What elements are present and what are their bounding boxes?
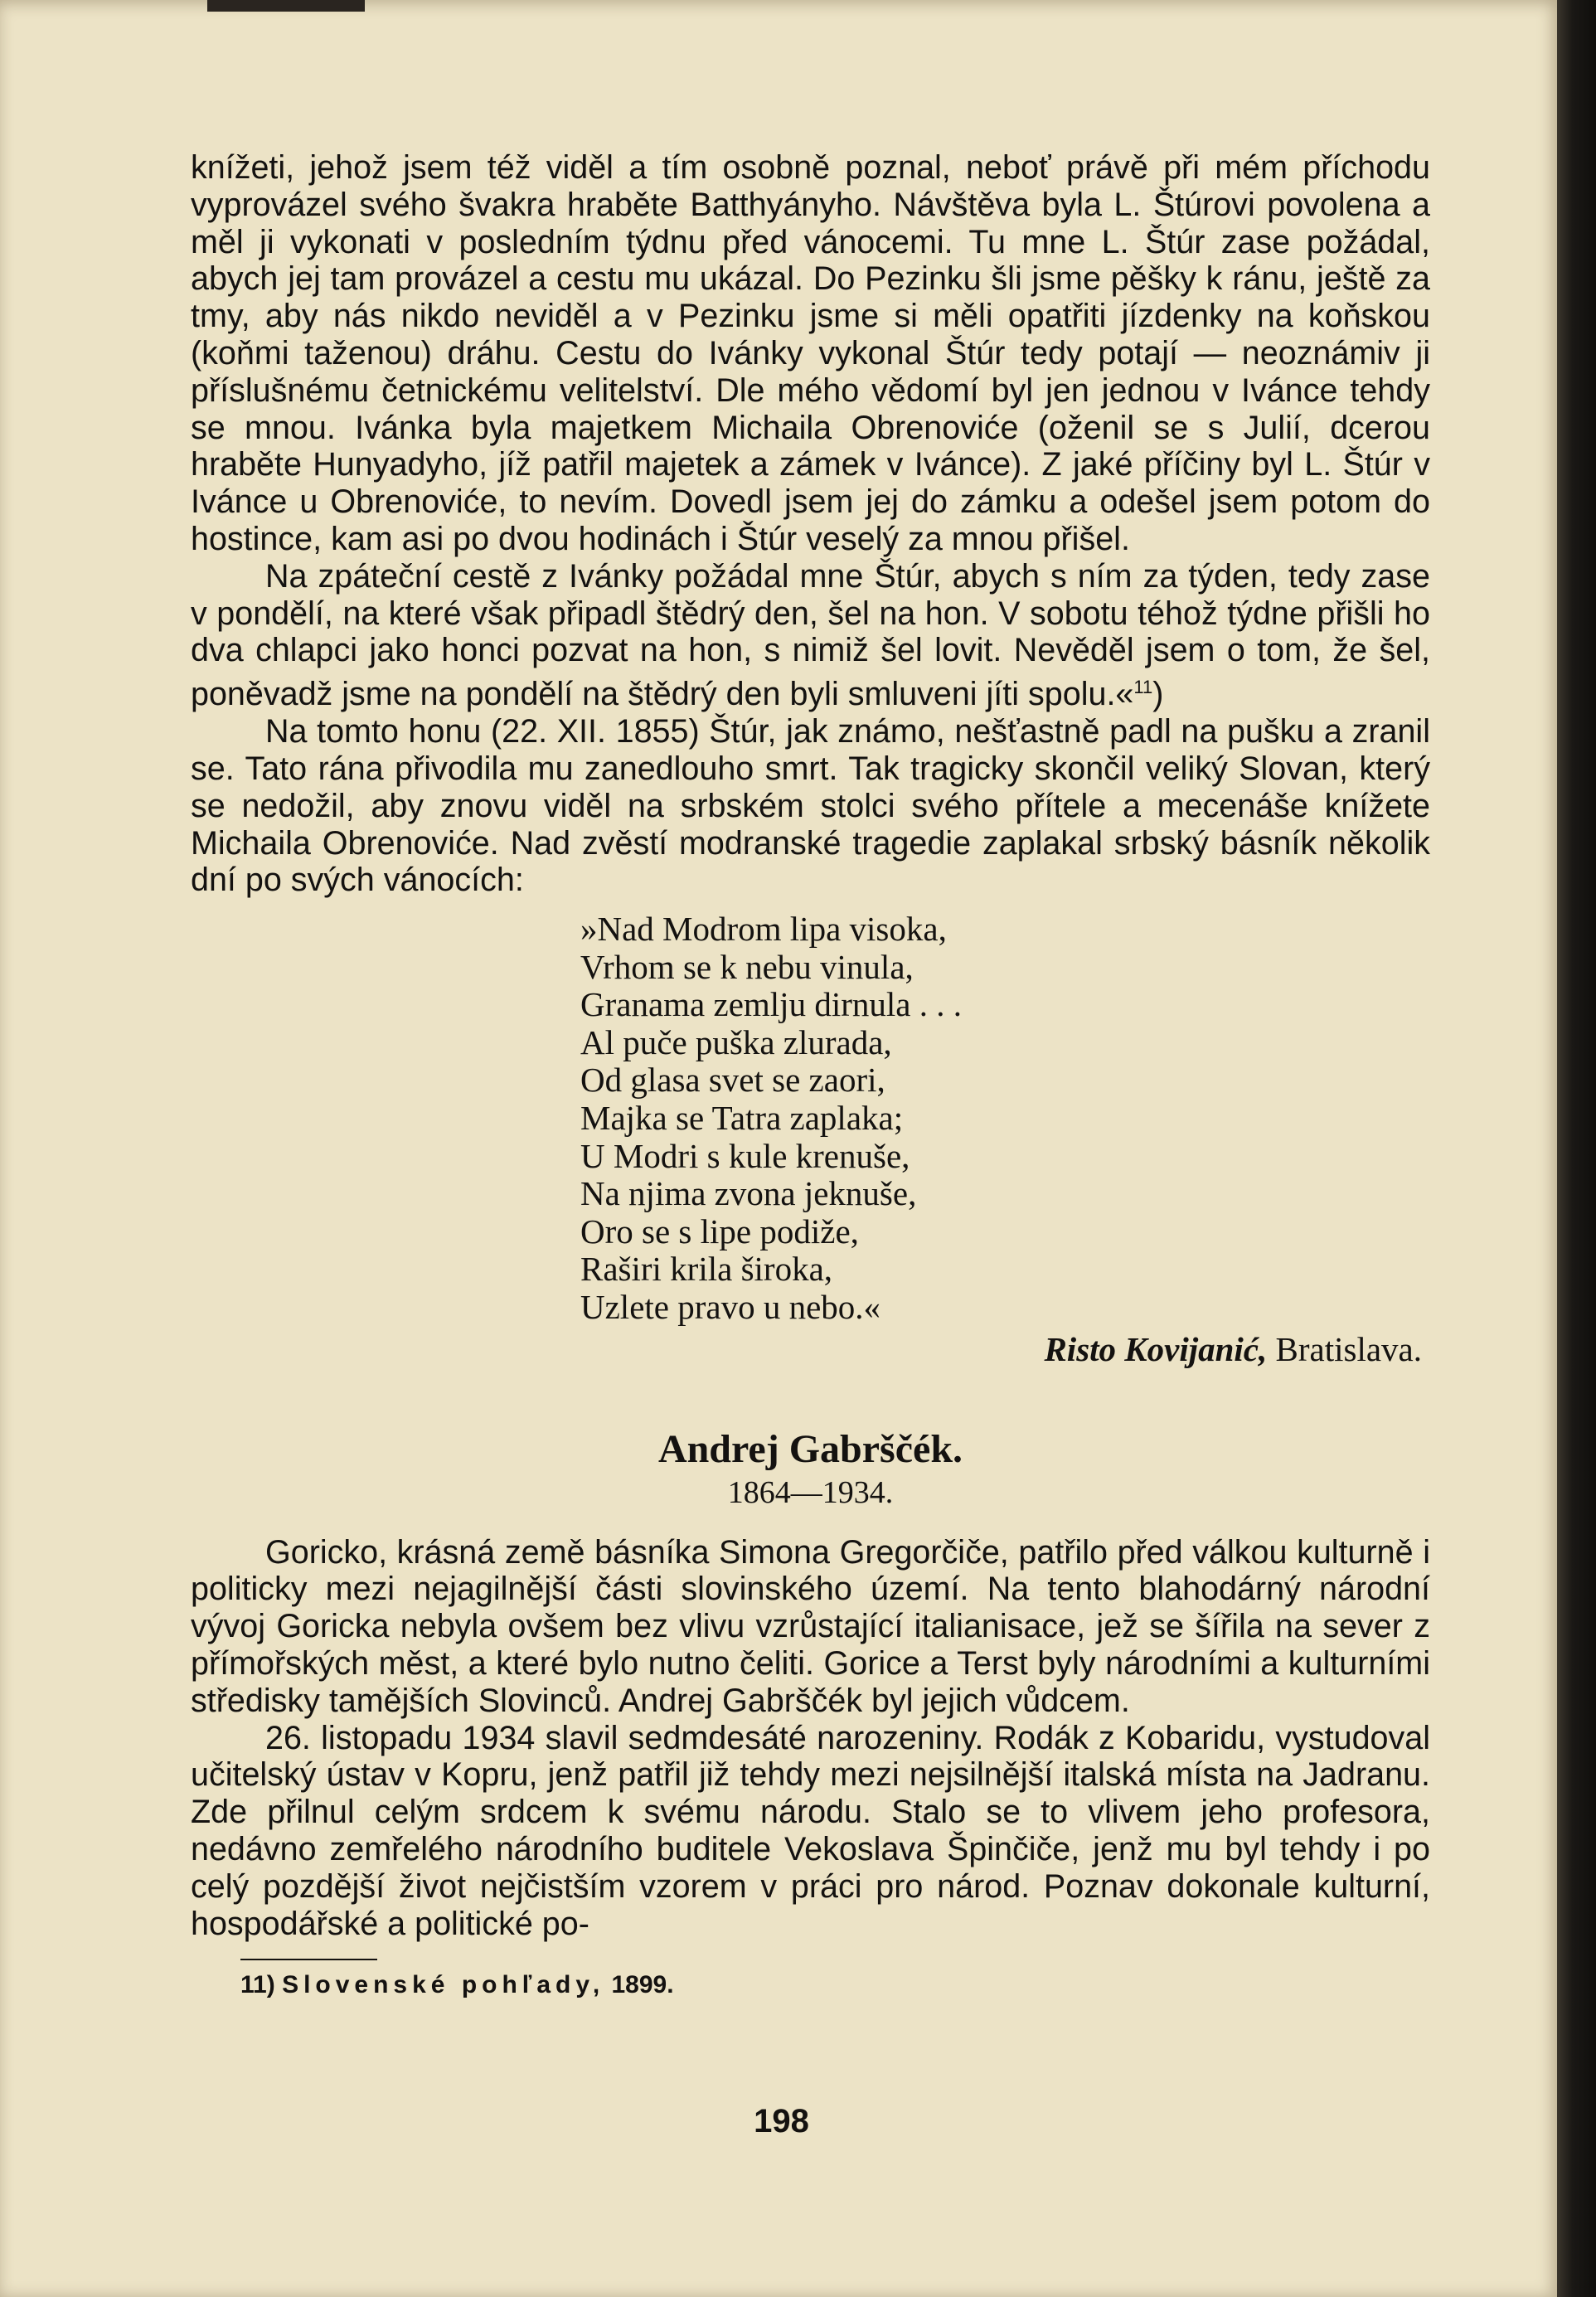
poem-line: Majka se Tatra zaplaka; [580,1099,904,1138]
scan-top-band [207,0,365,12]
poem-line: Od glasa svet se zaori, [580,1061,885,1100]
article-dates: 1864—1934. [727,1474,894,1510]
poem-line: »Nad Modrom lipa visoka, [580,910,947,949]
poem-place: Bratislava. [1275,1329,1422,1368]
body-paragraph-1: knížeti, jehož jsem též viděl a tím osobně poznal, neboť právě při mém příchodu vyprovázel svého švakra hraběte Batthyányho. Návštěva byla L. Štúrovi povolena a měl ji vykonati v posledním týdnu před vánocemi. Tu mne L. Štúr zase požádal, abych jej tam provázel a cestu mu ukázal. Do Pezinku šli jsme pěšky k ránu, ještě za tmy, aby nás nikdo neviděl a v Pezinku jsme si měli opatřiti jízdenky na koňskou (koňmi taženou) dráhu. Cestu do Ivánky vykonal Štúr tedy potají — neoznámiv ji příslušnému četnickému velitelství. Dle mého vědomí byl jen jednou v Ivánce tehdy se mnou. Ivánka byla majetkem Michaila Obrenoviće (oženil se s Julií, dcerou hraběte Hunyadyho, jíž patřil majetek a zámek v Ivánce). Z jaké příčiny byl L. Štúr v Ivánce u Obrenoviće, to nevím. Dovedl jsem jej do zámku a odešel jsem potom do hostince, kam asi po dvou hodinách i Štúr veselý za mnou přišel. [191,149,1430,557]
poem-signature [191,1330,1422,1368]
footnote-source: Slovenské pohľady, [282,1971,605,1999]
footnote-year: 1899. [611,1971,674,1999]
poem-line: Raširi krila široka, [580,1250,833,1289]
page-number-text: 198 [754,2103,809,2139]
body-paragraph-2-close: ) [1152,676,1164,713]
book-spine-edge [1557,0,1596,2297]
article-paragraph-2: 26. listopadu 1934 slavil sedmdesáté narozeniny. Rodák z Kobaridu, vystudoval učitelský ústav v Kopru, jenž patřil již tehdy mezi nejsilnější italská místa na Jadranu. Zde přilnul celým srdcem k svému národu. Stalo se to vlivem jeho profesora, nedávno zemřelého národního buditele Vekoslava Špinčiče, jenž mu byl tehdy i po celý pozdější život nejčistším vzorem v práci pro národ. Poznav dokonale kulturní, hospodářské a politické po- [191,1719,1430,1942]
poem-line: Vrhom se k nebu vinula, [580,947,914,986]
body-paragraph-2 [191,558,1430,713]
footnote-divider [240,1959,377,1960]
body-paragraph-2-text: Na zpáteční cestě z Ivánky požádal mne Štúr, abych s ním za týden, tedy zase v pondělí, na které však připadl štědrý den, šel na hon. V sobotu téhož týdne přišli ho dva chlapci jako honci pozvat na hon, s nimiž šel lovit. Nevěděl jsem o tom, že šel, poněvadž jsme na pondělí na štědrý den byli smluveni jíti spolu.« [191,557,1430,713]
poem-line: Oro se s lipe podiže, [580,1212,859,1250]
body-paragraph-3: Na tomto honu (22. XII. 1855) Štúr, jak známo, nešťastně padl na pušku a zranil se. Tato rána přivodila mu zanedlouho smrt. Tak tragicky skončil veliký Slovan, který se nedožil, aby znovu viděl na srbském stolci svého přítele a mecenáše knížete Michaila Obrenoviće. Nad zvěstí modranské tragedie zaplakal srbský básník několik dní po svých vánocích: [191,713,1430,899]
page-number [0,2103,1596,2140]
poem-author: Risto Kovijanić, [1044,1329,1268,1368]
poem-line: Al puče puška zlurada, [580,1022,892,1061]
poem [580,911,1430,1327]
article-title: Andrej Gabrščék. [657,1426,963,1471]
article-paragraph-1: Goricko, krásná země básníka Simona Gregorčiče, patřilo před válkou kulturně i politicky mezi nejagilnější části slovinského území. Na tento blahodárný národní vývoj Goricka nebyla ovšem bez vlivu vzrůstající italianisace, jež se šířila na sever z přímořských měst, a které bylo nutno čeliti. Gorice a Terst byly národními a kulturními středisky tamějších Slovinců. Andrej Gabrščék byl jejich vůdcem. [191,1533,1430,1719]
footnote-reference: 11 [1133,677,1153,698]
page-content [191,149,1430,2002]
poem-line: U Modri s kule krenuše, [580,1136,910,1175]
poem-line: Na njima zvona jeknuše, [580,1174,917,1213]
footnote [240,1969,1430,2002]
poem-line: Uzlete pravo u nebo.« [580,1288,881,1327]
poem-line: Granama zemlju dirnula . . . [580,985,962,1024]
footnote-marker: 11) [240,1971,275,1999]
